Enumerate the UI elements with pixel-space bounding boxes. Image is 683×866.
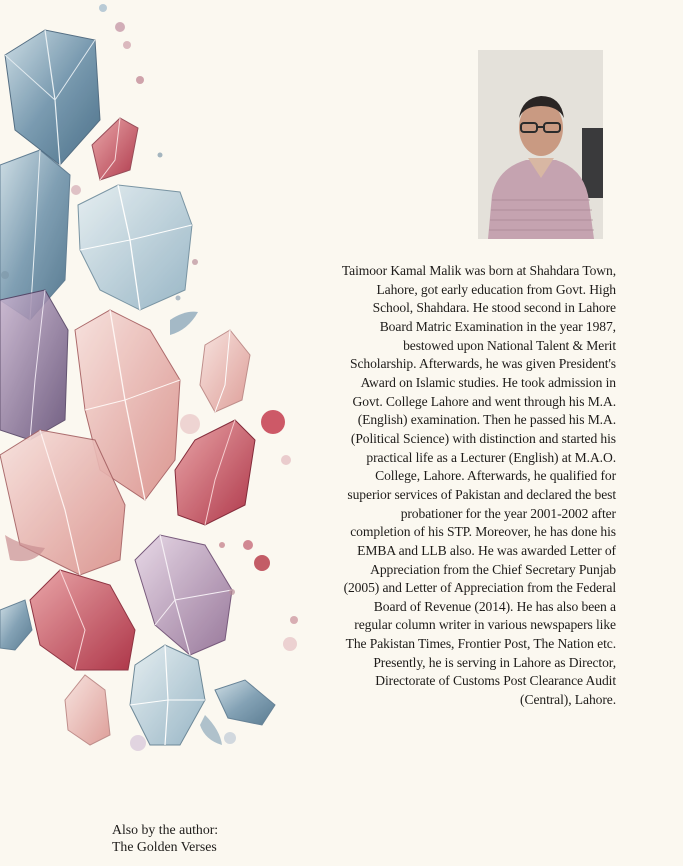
gem-red-mid <box>30 570 135 670</box>
gem-pink-small <box>92 118 138 180</box>
gem-pale-blue <box>78 185 192 310</box>
gem-mauve <box>135 535 232 655</box>
gem-blue-bottom <box>130 645 205 745</box>
also-by-heading: Also by the author: <box>112 822 219 837</box>
gem-blue-top <box>5 30 100 165</box>
gem-blue-small <box>0 600 32 650</box>
also-by-block <box>112 821 218 855</box>
gem-pink-bottom <box>65 675 110 745</box>
book-title: The Golden Verses <box>112 839 217 854</box>
gem-red-right <box>175 420 255 525</box>
gem-pink-pale <box>200 330 250 412</box>
author-photo <box>478 50 603 239</box>
gem-blue-tiny <box>215 680 275 725</box>
gemstone-illustration <box>0 0 330 800</box>
leaf-shape-3 <box>200 715 222 745</box>
leaf-shape <box>170 312 198 335</box>
author-bio: Taimoor Kamal Malik was born at Shahdara Town, Lahore, got early education from Govt. High School, Shahdara. He stood second in Lahore Board Matric Examination in the year 1987, bestowed upon National Talent & Merit Scholarship. Afterwards, he was given President's Award on Islamic studies. He took admission in Govt. College Lahore and went through his M.A. (English) examination. Then he passed his M.A. (Political Science) with distinction and started his practical life as a Lecturer (English) at M.A.O. College, Lahore. Afterwards, he qualified for superior services of Pakistan and declared the best probationer for the year 2001-2002 after completion of his STP. Moreover, he has done his EMBA and LLB also. He was awarded Letter of Appreciation from the Chief Secretary Punjab (2005) and Letter of Appreciation from the Federal Board of Revenue (2014). He has also been a regular column writer in various newspapers like The Pakistan Times, Frontier Post, The Nation etc. Presently, he is serving in Lahore as Director, Directorate of Customs Post Clearance Audit (Central), Lahore. <box>341 263 616 708</box>
gem-purple-left <box>0 290 68 440</box>
